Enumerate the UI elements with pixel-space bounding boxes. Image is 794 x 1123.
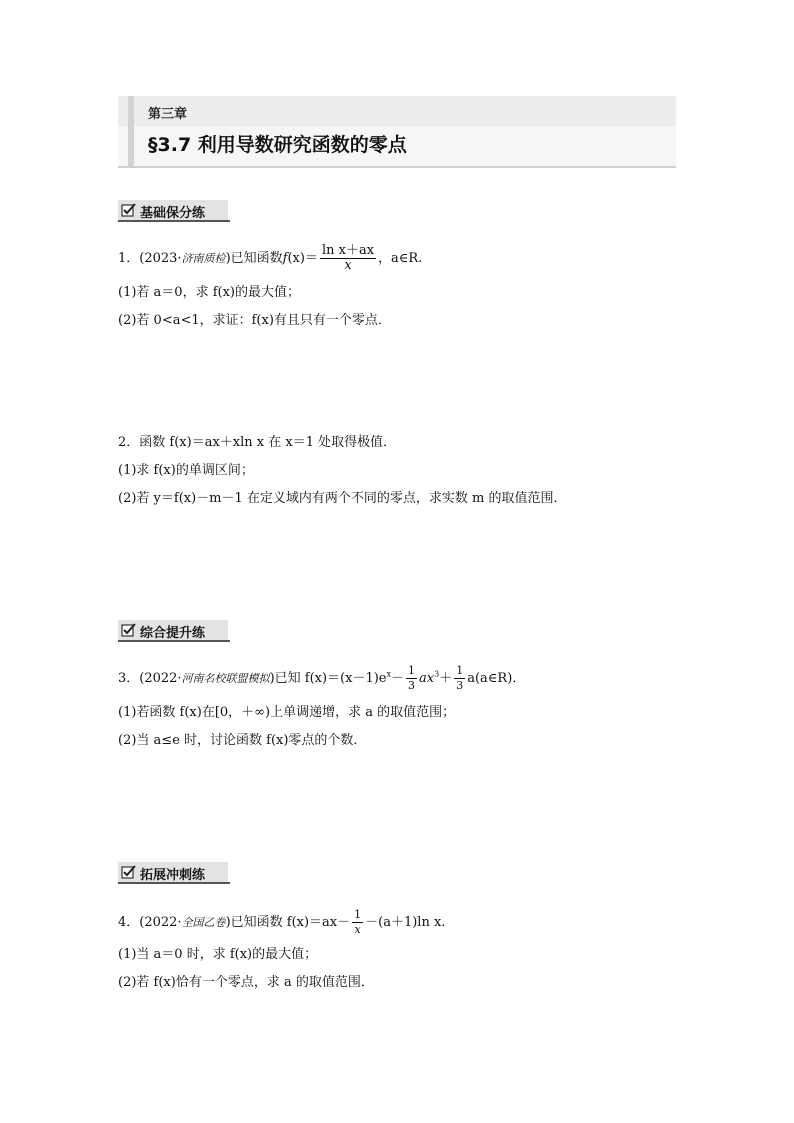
section-basic	[118, 200, 230, 222]
chapter-label: 第三章	[148, 107, 188, 122]
q3-fraction-2	[454, 664, 465, 693]
q3-source: 河南名校联盟模拟	[181, 672, 270, 685]
q3-mid: ax	[419, 671, 435, 686]
question-3	[118, 664, 525, 693]
q3-exponent-x: x	[386, 669, 392, 679]
checkbox-icon	[121, 623, 136, 637]
q2-part2: (2)若 y＝f(x)－m－1 在定义域内有两个不同的零点，求实数 m 的取值范围．	[118, 491, 567, 506]
q4-lead: )已知函数 f(x)＝ax－	[225, 915, 351, 930]
q3-f1-num: 1	[408, 664, 416, 677]
q4-fraction	[352, 908, 363, 937]
q1-f: f	[282, 251, 288, 266]
q1-fraction	[320, 244, 376, 273]
q3-exponent-3: 3	[434, 669, 440, 679]
section-label: 综合提升练	[140, 626, 206, 641]
question-2: 2．函数 f(x)＝ax＋xln x 在 x＝1 处取得极值．	[118, 435, 397, 450]
q1-prefix: 1．(2023·	[118, 251, 182, 266]
q3-f1-den: 3	[408, 679, 416, 692]
checkbox-icon	[121, 865, 136, 879]
q4-source: 全国乙卷	[181, 916, 226, 929]
q1-x: (x)	[287, 251, 305, 266]
chapter-header	[118, 96, 676, 172]
q1-lead: )已知函数	[225, 251, 283, 266]
q3-part2: (2)当 a≤e 时，讨论函数 f(x)零点的个数．	[118, 733, 367, 748]
q1-denominator: x	[344, 258, 352, 273]
q3-lead: )已知 f(x)＝(x－1)e	[269, 671, 387, 686]
section-label: 基础保分练	[140, 206, 206, 221]
q3-part1: (1)若函数 f(x)在[0，＋∞)上单调递增，求 a 的取值范围；	[118, 705, 456, 720]
question-1	[118, 244, 422, 273]
header-accent	[128, 96, 134, 168]
q4-f-num: 1	[354, 908, 362, 921]
q1-source: 济南质检	[181, 252, 226, 265]
q3-prefix: 3．(2022·	[118, 671, 182, 686]
q4-prefix: 4．(2022·	[118, 915, 182, 930]
q3-fraction-1	[406, 664, 417, 693]
q2-part1: (1)求 f(x)的单调区间；	[118, 463, 254, 478]
page-title: §3.7 利用导数研究函数的零点	[148, 134, 407, 156]
section-comprehensive	[118, 620, 230, 642]
q1-part2: (2)若 0<a<1，求证：f(x)有且只有一个零点．	[118, 313, 391, 328]
q3-minus: －	[391, 671, 405, 686]
checkbox-icon	[121, 203, 136, 217]
q3-f2-den: 3	[456, 679, 464, 692]
q4-part1: (1)当 a＝0 时，求 f(x)的最大值；	[118, 947, 318, 962]
question-4	[118, 908, 445, 937]
q4-f-den: x	[354, 923, 361, 936]
header-rule	[118, 166, 676, 168]
q3-tail: a(a∈R)．	[467, 671, 526, 686]
section-extension	[118, 862, 230, 884]
q1-eq: ＝	[304, 251, 318, 266]
section-label: 拓展冲刺练	[140, 868, 206, 883]
q4-tail: －(a＋1)ln x.	[365, 915, 446, 930]
q1-part1: (1)若 a＝0，求 f(x)的最大值；	[118, 285, 300, 300]
q1-numerator: ln x＋ax	[321, 243, 375, 258]
q4-part2: (2)若 f(x)恰有一个零点，求 a 的取值范围．	[118, 975, 374, 990]
q3-f2-num: 1	[456, 664, 464, 677]
q1-tail: ，a∈R.	[378, 251, 423, 266]
q3-plus: ＋	[439, 671, 453, 686]
header-band-top	[118, 96, 676, 126]
